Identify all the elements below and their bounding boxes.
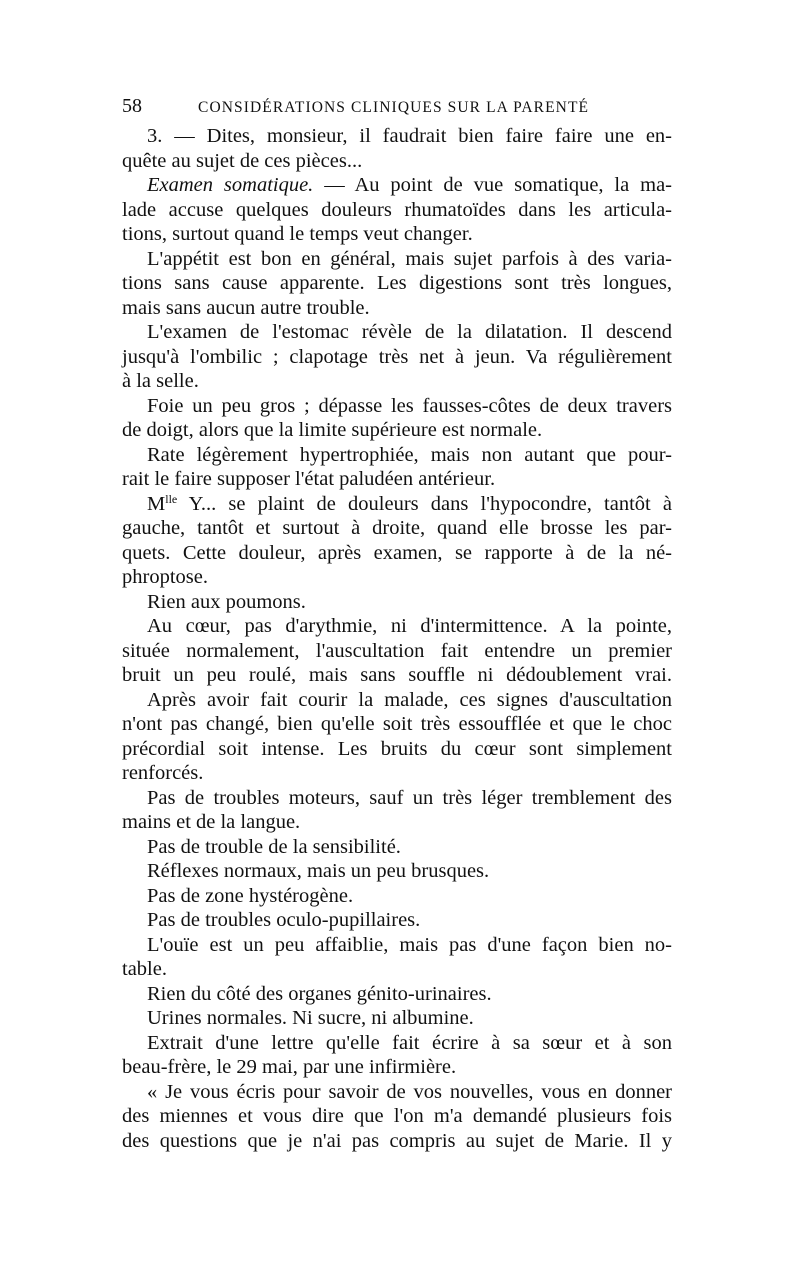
- text-line: [122, 786, 672, 811]
- line-text: rait le faire supposer l'état paludéen antérieur.: [122, 468, 496, 490]
- page-header: [122, 92, 626, 120]
- text-line: [122, 859, 672, 884]
- text-line: [122, 663, 672, 688]
- line-text: Rate légèrement hypertrophiée, mais non autant que pour-: [147, 443, 672, 466]
- line-text: L'examen de l'estomac révèle de la dilatation. Il descend: [147, 321, 672, 343]
- line-text: tions, surtout quand le temps veut changer.: [122, 223, 473, 245]
- line-text: des questions que je n'ai pas compris au sujet de Marie. Il y: [122, 1129, 672, 1152]
- text-line: [122, 541, 672, 566]
- title-superscript: lle: [165, 491, 178, 506]
- line-text: des miennes et vous dire que l'on m'a demandé plusieurs fois: [122, 1105, 672, 1127]
- text-line: [122, 982, 672, 1007]
- page-number: 58: [122, 95, 142, 117]
- line-text: Urines normales. Ni sucre, ni albumine.: [147, 1007, 474, 1029]
- line-text: gauche, tantôt et surtout à droite, quand elle brosse les par-: [122, 517, 672, 539]
- text-line: [122, 173, 672, 198]
- text-line: [122, 1129, 672, 1154]
- line-text: quête au sujet de ces pièces...: [122, 149, 363, 172]
- line-text: bruit un peu roulé, mais sans souffle ni dédoublement vrai.: [122, 664, 672, 686]
- line-text: Au cœur, pas d'arythmie, ni d'intermittence. A la pointe,: [147, 615, 672, 637]
- line-text: « Je vous écris pour savoir de vos nouvelles, vous en donner: [147, 1080, 672, 1103]
- text-line: [122, 1006, 672, 1031]
- text-line: [122, 222, 672, 247]
- text-line: [122, 737, 672, 762]
- line-text: n'ont pas changé, bien qu'elle soit très essoufflée et que le choc: [122, 713, 672, 735]
- line-text: tions sans cause apparente. Les digestions sont très longues,: [122, 272, 672, 294]
- line-text: beau-frère, le 29 mai, par une infirmière.: [122, 1056, 457, 1078]
- body-text: [122, 124, 672, 1153]
- line-text: Extrait d'une lettre qu'elle fait écrire à sa sœur et à son: [147, 1031, 672, 1054]
- text-line: [122, 467, 672, 492]
- line-text: renforcés.: [122, 762, 204, 784]
- text-line: [122, 761, 672, 786]
- line-text: table.: [122, 958, 167, 980]
- text-line: [122, 933, 672, 958]
- line-text: de doigt, alors que la limite supérieure est normale.: [122, 419, 543, 441]
- line-text: Foie un peu gros ; dépasse les fausses-côtes de deux travers: [147, 394, 672, 417]
- text-line: [122, 835, 672, 860]
- title-abbreviation: M: [147, 492, 166, 515]
- line-text: 3. — Dites, monsieur, il faudrait bien faire faire une en-: [147, 125, 672, 147]
- text-line: [122, 394, 672, 419]
- text-line: [122, 614, 672, 639]
- text-line: [122, 810, 672, 835]
- text-line: [122, 345, 672, 370]
- text-line: [122, 590, 672, 615]
- line-text: lade accuse quelques douleurs rhumatoïdes dans les articula-: [122, 198, 672, 221]
- text-line: [122, 296, 672, 321]
- line-text: Pas de troubles moteurs, sauf un très léger tremblement des: [147, 786, 672, 809]
- text-line: [122, 492, 672, 517]
- line-text: L'appétit est bon en général, mais sujet parfois à des varia-: [147, 247, 672, 270]
- text-line: [122, 639, 672, 664]
- text-line: [122, 957, 672, 982]
- text-line: [122, 908, 672, 933]
- line-text: L'ouïe est un peu affaiblie, mais pas d'une façon bien no-: [147, 933, 672, 956]
- line-text: Réflexes normaux, mais un peu brusques.: [147, 860, 490, 882]
- line-text: située normalement, l'auscultation fait entendre un premier: [122, 639, 672, 662]
- line-text: — Au point de vue somatique, la ma-: [313, 174, 672, 196]
- text-line: [122, 1080, 672, 1105]
- text-line: [122, 712, 672, 737]
- text-line: [122, 884, 672, 909]
- line-text: Pas de troubles oculo-pupillaires.: [147, 909, 421, 931]
- text-line: [122, 418, 672, 443]
- line-text: Pas de trouble de la sensibilité.: [147, 835, 401, 858]
- line-text: précordial soit intense. Les bruits du cœur sont simplement: [122, 737, 672, 760]
- line-text: jusqu'à l'ombilic ; clapotage très net à jeun. Va régulièrement: [122, 345, 672, 368]
- line-text: mains et de la langue.: [122, 811, 301, 833]
- line-text: Pas de zone hystérogène.: [147, 884, 354, 907]
- line-text: quets. Cette douleur, après examen, se rapporte à de la né-: [122, 541, 672, 564]
- text-line: [122, 320, 672, 345]
- line-text: Rien du côté des organes génito-urinaires.: [147, 982, 492, 1005]
- text-line: [122, 149, 672, 174]
- line-text: mais sans aucun autre trouble.: [122, 296, 370, 319]
- text-line: [122, 1055, 672, 1080]
- text-line: [122, 1031, 672, 1056]
- text-line: [122, 247, 672, 272]
- text-line: [122, 565, 672, 590]
- text-line: [122, 516, 672, 541]
- line-text: Après avoir fait courir la malade, ces signes d'auscultation: [147, 688, 672, 711]
- text-line: [122, 198, 672, 223]
- section-heading: Examen somatique.: [147, 174, 314, 196]
- text-line: [122, 688, 672, 713]
- text-line: [122, 271, 672, 296]
- text-line: [122, 1104, 672, 1129]
- text-line: [122, 443, 672, 468]
- line-text: Y... se plaint de douleurs dans l'hypocondre, tantôt à: [177, 492, 672, 515]
- text-line: [122, 369, 672, 394]
- line-text: phroptose.: [122, 566, 208, 588]
- line-text: à la selle.: [122, 370, 199, 392]
- running-title: CONSIDÉRATIONS CLINIQUES SUR LA PARENTÉ: [198, 99, 590, 116]
- line-text: Rien aux poumons.: [147, 590, 306, 613]
- text-line: [122, 124, 672, 149]
